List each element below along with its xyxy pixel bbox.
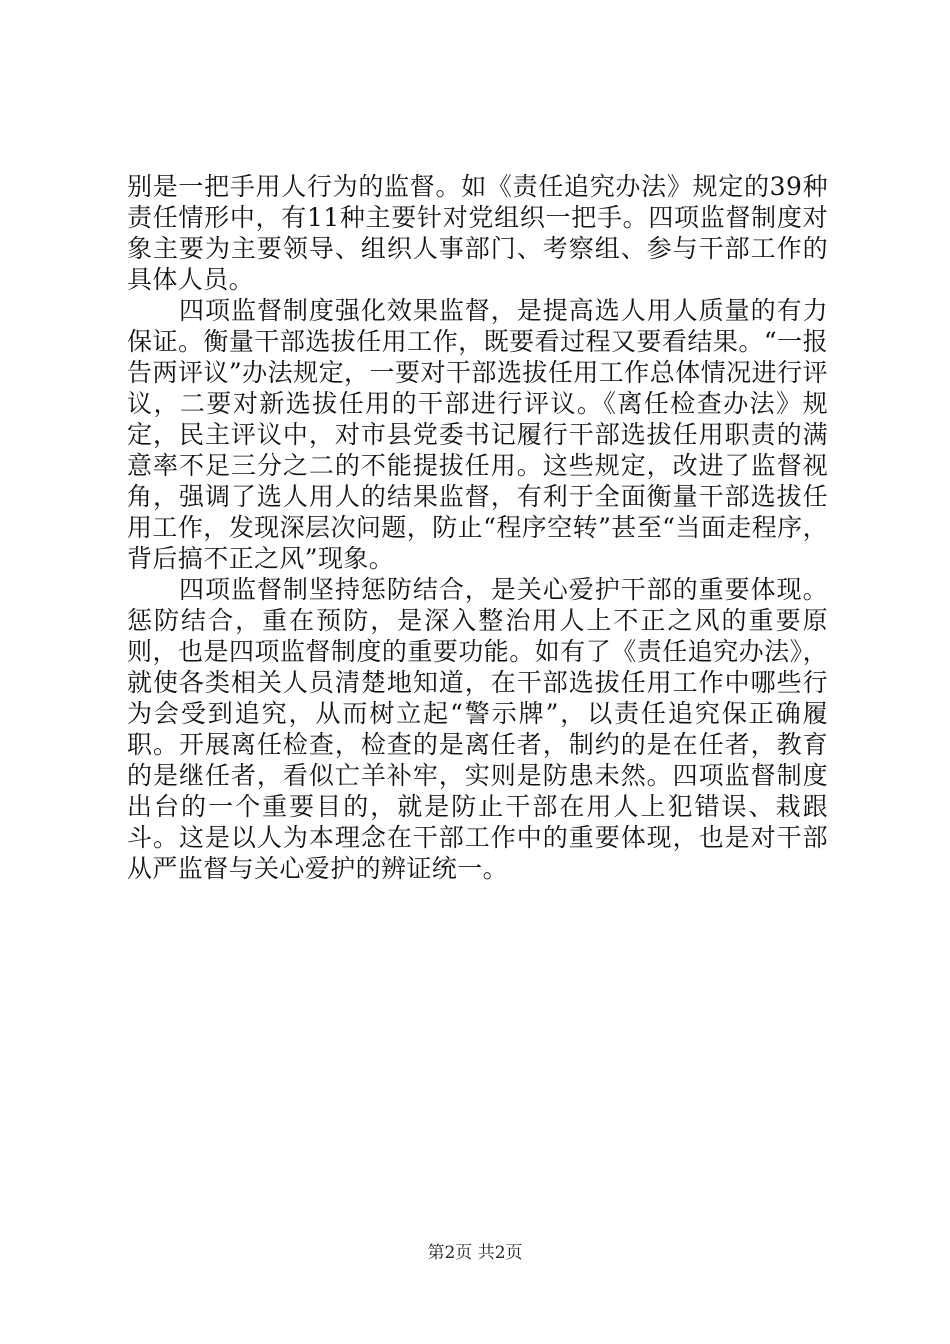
- paragraph-continuation: 别是一把手用人行为的监督。如《责任追究办法》规定的39种责任情形中，有11种主要针对党组织一把手。四项监督制度对象主要为主要领导、组织人事部门、考察组、参与干部工作的具体人员。: [127, 172, 828, 294]
- paragraph-effect-supervision: 四项监督制度强化效果监督，是提高选人用人质量的有力保证。衡量干部选拔任用工作，既要看过程又要看结果。“一报告两评议”办法规定，一要对干部选拔任用工作总体情况进行评议，二要对新选拔任用的干部进行评议。《离任检查办法》规定，民主评议中，对市县党委书记履行干部选拔任用职责的满意率不足三分之二的不能提拔任用。这些规定，改进了监督视角，强调了选人用人的结果监督，有利于全面衡量干部选拔任用工作，发现深层次问题，防止“程序空转”甚至“当面走程序，背后搞不正之风”现象。: [127, 296, 828, 573]
- document-body: [127, 171, 828, 884]
- page-number-footer: 第2页 共2页: [427, 1243, 523, 1263]
- paragraph-prevention: 四项监督制坚持惩防结合，是关心爱护干部的重要体现。惩防结合，重在预防，是深入整治用人上不正之风的重要原则，也是四项监督制度的重要功能。如有了《责任追究办法》，就使各类相关人员清楚地知道，在干部选拔任用工作中哪些行为会受到追究，从而树立起“警示牌”，以责任追究保正确履职。开展离任检查，检查的是离任者，制约的是在任者，教育的是继任者，看似亡羊补牢，实则是防患未然。四项监督制度出台的一个重要目的，就是防止干部在用人上犯错误、栽跟斗。这是以人为本理念在干部工作中的重要体现，也是对干部从严监督与关心爱护的辨证统一。: [127, 575, 828, 883]
